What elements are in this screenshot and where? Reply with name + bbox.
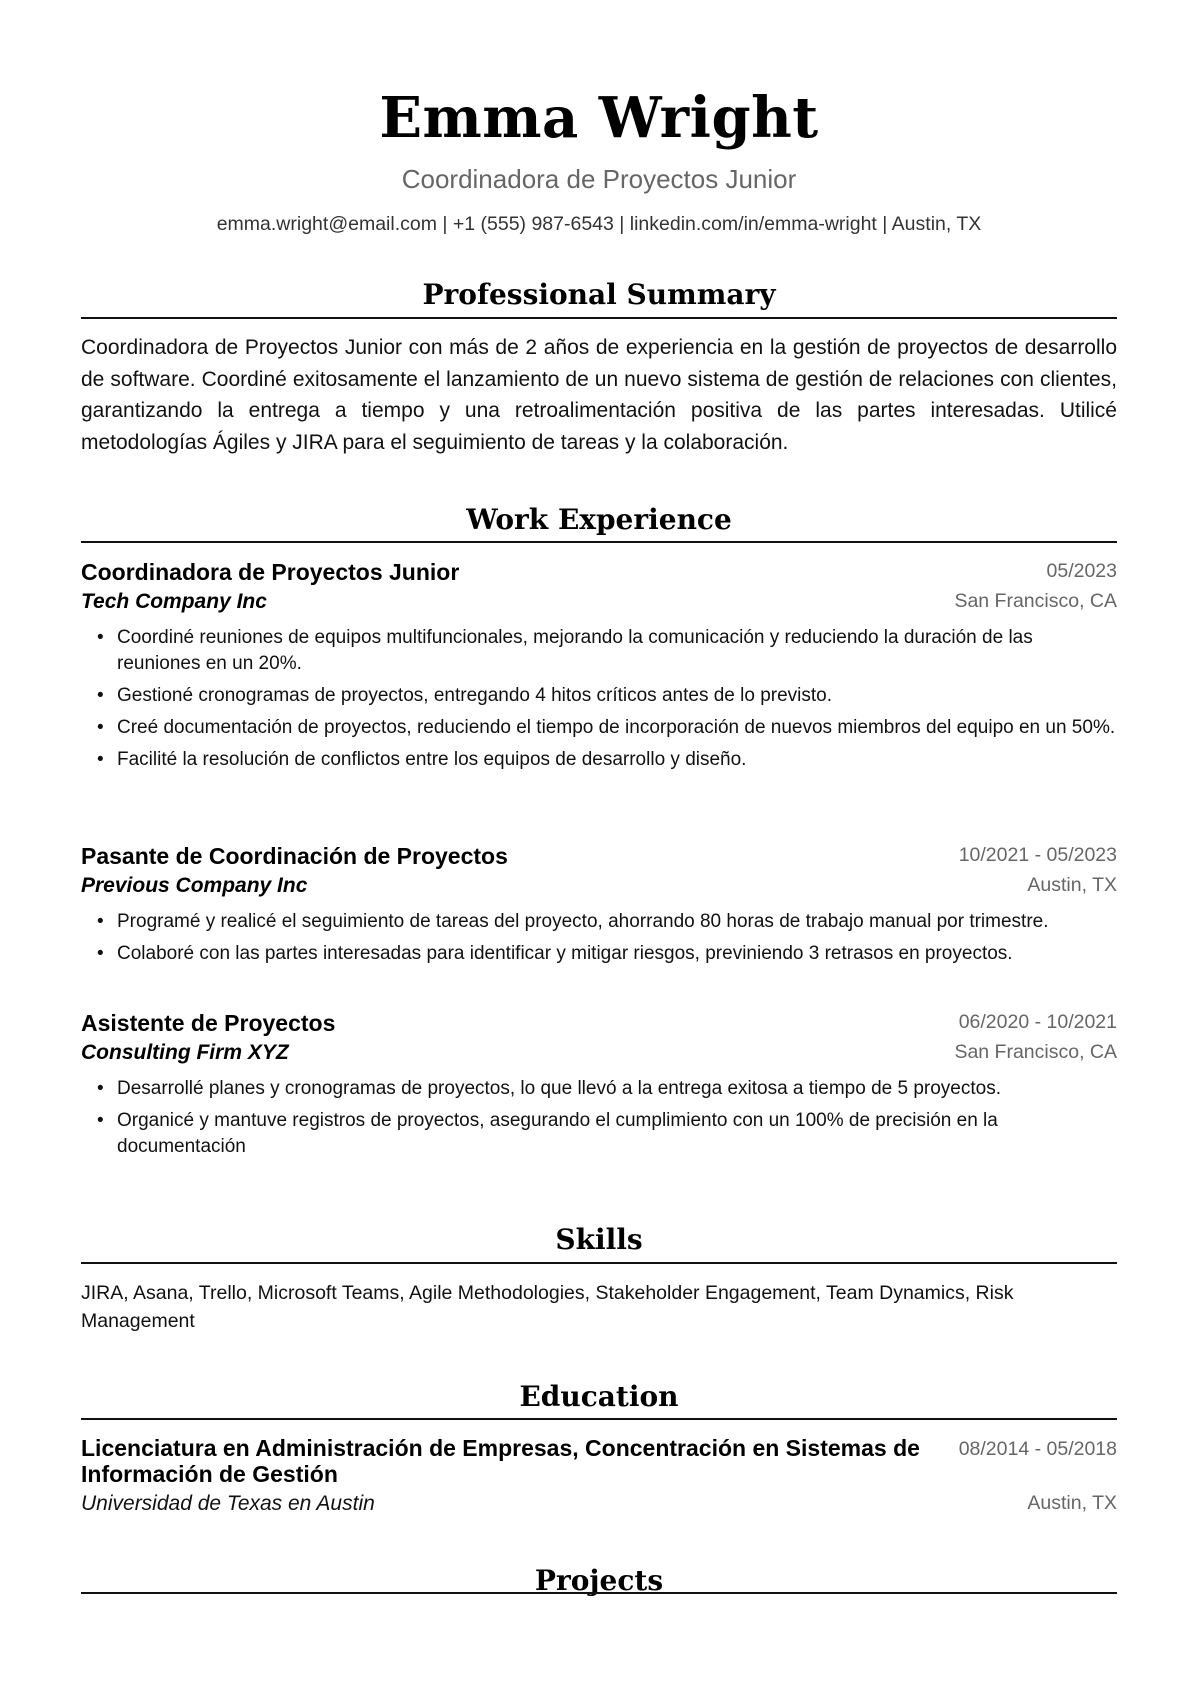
job-date: 05/2023 — [1046, 560, 1117, 582]
job-bullets — [81, 1076, 1117, 1166]
job-date: 10/2021 - 05/2023 — [958, 844, 1117, 866]
job-header — [81, 1008, 1117, 1038]
bullet-text: Desarrollé planes y cronogramas de proyectos, lo que llevó a la entrega exitosa a tiempo de 5 proyectos. — [117, 1078, 1001, 1099]
summary-text: Coordinadora de Proyectos Junior con más de 2 años de experiencia en la gestión de proyectos de desarrollo de software. Coordiné exitosamente el lanzamiento de un nuevo sistema de gestión de relaciones con clientes, garantizando la entrega a tiempo y una retroalimentación positiva de las partes interesadas. Utilicé metodologías Ágiles y JIRA para el seguimiento de tareas y la colaboración. — [81, 336, 1117, 454]
education-date: 08/2014 - 05/2018 — [958, 1438, 1117, 1460]
bullet-icon: • — [97, 1078, 104, 1099]
section-title-experience: Work Experience — [466, 503, 732, 536]
section-title-skills: Skills — [555, 1223, 643, 1256]
list-item — [81, 683, 1117, 709]
bullet-text: Creé documentación de proyectos, reduciendo el tiempo de incorporación de nuevos miembros del equipo en un 50%. — [117, 717, 1116, 738]
education-degree: Licenciatura en Administración de Empresas, Concentración en Sistemas de Información de Gestión — [81, 1435, 920, 1487]
job-header — [81, 841, 1117, 871]
job-bullets — [81, 625, 1117, 779]
list-item — [81, 1108, 1117, 1160]
bullet-text: Coordiné reuniones de equipos multifuncionales, mejorando la comunicación y reduciendo la duración de las reuniones en un 20%. — [117, 627, 1033, 674]
bullet-icon: • — [97, 717, 104, 738]
candidate-role: Coordinadora de Proyectos Junior — [401, 164, 797, 194]
section-title-summary: Professional Summary — [422, 278, 776, 311]
job-company: Previous Company Inc — [81, 874, 308, 897]
job-location: Austin, TX — [1027, 874, 1117, 896]
job-subheader — [81, 1038, 1117, 1068]
section-divider — [81, 541, 1117, 543]
job-date: 06/2020 - 10/2021 — [958, 1011, 1117, 1033]
bullet-text: Organicé y mantuve registros de proyectos, asegurando el cumplimiento con un 100% de precisión en la documentación — [117, 1110, 998, 1157]
list-item — [81, 625, 1117, 677]
bullet-text: Programé y realicé el seguimiento de tareas del proyecto, ahorrando 80 horas de trabajo manual por trimestre. — [117, 911, 1049, 932]
section-divider — [81, 1262, 1117, 1264]
bullet-icon: • — [97, 943, 104, 964]
job-bullets — [81, 909, 1117, 973]
bullet-text: Facilité la resolución de conflictos entre los equipos de desarrollo y diseño. — [117, 749, 747, 770]
job-entry — [81, 557, 1117, 770]
job-subheader — [81, 871, 1117, 901]
bullet-icon: • — [97, 627, 104, 648]
bullet-text: Gestioné cronogramas de proyectos, entregando 4 hitos críticos antes de lo previsto. — [117, 685, 833, 706]
bullet-text: Colaboré con las partes interesadas para identificar y mitigar riesgos, previniendo 3 retrasos en proyectos. — [117, 943, 1013, 964]
education-school: Universidad de Texas en Austin — [81, 1492, 375, 1515]
education-entry — [81, 1435, 1117, 1519]
list-item — [81, 715, 1117, 741]
contact-line: emma.wright@email.com | +1 (555) 987-6543 | linkedin.com/in/emma-wright | Austin, TX — [216, 213, 982, 235]
job-title: Pasante de Coordinación de Proyectos — [81, 843, 508, 869]
list-item — [81, 747, 1117, 773]
job-entry — [81, 1008, 1117, 1157]
section-title-education: Education — [519, 1380, 679, 1413]
education-location: Austin, TX — [1027, 1492, 1117, 1514]
candidate-name: Emma Wright — [379, 85, 819, 151]
job-subheader — [81, 587, 1117, 617]
section-divider — [81, 1592, 1117, 1594]
education-subheader — [81, 1489, 1117, 1519]
job-company: Consulting Firm XYZ — [81, 1041, 289, 1064]
job-entry — [81, 841, 1117, 964]
list-item — [81, 1076, 1117, 1102]
job-location: San Francisco, CA — [954, 590, 1117, 612]
skills-text: JIRA, Asana, Trello, Microsoft Teams, Agile Methodologies, Stakeholder Engagement, Team Dynamics, Risk Management — [81, 1282, 1014, 1332]
job-title: Asistente de Proyectos — [81, 1010, 336, 1036]
bullet-icon: • — [97, 1110, 104, 1131]
section-divider — [81, 1418, 1117, 1420]
bullet-icon: • — [97, 749, 104, 770]
bullet-icon: • — [97, 685, 104, 706]
job-title: Coordinadora de Proyectos Junior — [81, 559, 460, 585]
job-location: San Francisco, CA — [954, 1041, 1117, 1063]
list-item — [81, 909, 1117, 935]
list-item — [81, 941, 1117, 967]
section-title-projects: Projects — [534, 1564, 664, 1597]
section-divider — [81, 317, 1117, 319]
job-company: Tech Company Inc — [81, 590, 267, 613]
job-header — [81, 557, 1117, 587]
bullet-icon: • — [97, 911, 104, 932]
